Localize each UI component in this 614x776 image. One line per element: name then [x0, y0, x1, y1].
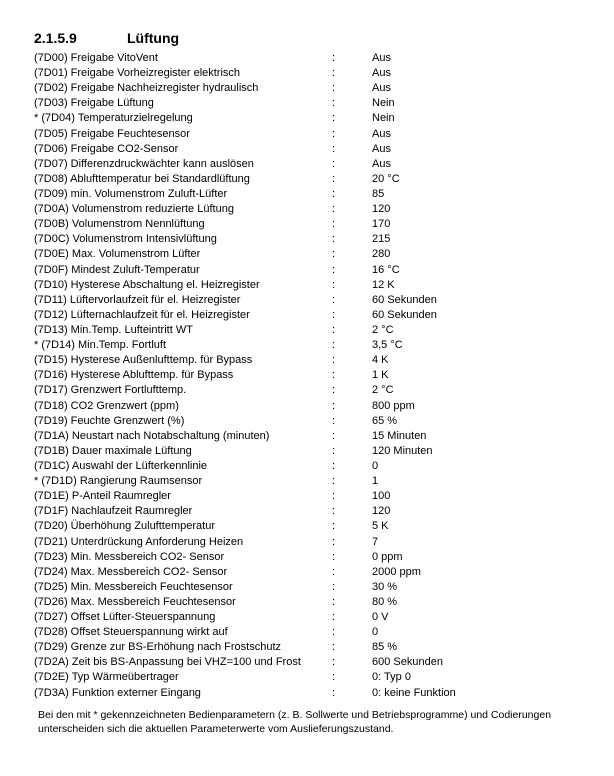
parameter-value: 100 — [372, 490, 391, 503]
parameter-label: (7D03) Freigabe Lüftung — [34, 97, 154, 110]
separator-colon: : — [332, 520, 336, 533]
parameter-value: 3,5 °C — [372, 339, 403, 352]
parameter-label: (7D20) Überhöhung Zulufttemperatur — [34, 520, 215, 533]
parameter-value: 1 — [372, 475, 379, 488]
parameter-value: 2 °C — [372, 384, 394, 397]
parameter-value: 280 — [372, 248, 391, 261]
separator-colon: : — [332, 429, 336, 442]
parameter-value: 65 % — [372, 414, 398, 427]
section-title: Lüftung — [127, 30, 180, 46]
parameter-label: (7D24) Max. Messbereich CO2- Sensor — [34, 565, 228, 578]
parameter-value: 0 ppm — [372, 550, 403, 563]
parameter-label: (7D25) Min. Messbereich Feuchtesensor — [34, 580, 233, 593]
separator-colon: : — [332, 323, 336, 336]
separator-colon: : — [332, 82, 336, 95]
parameter-value: 0 V — [372, 611, 389, 624]
parameter-label: (7D07) Differenzdruckwächter kann auslösen — [34, 157, 254, 170]
separator-colon: : — [332, 203, 336, 216]
separator-colon: : — [332, 444, 336, 457]
parameter-value: 0: Typ 0 — [372, 671, 411, 684]
parameter-label: (7D29) Grenze zur BS-Erhöhung nach Frostschutz — [34, 641, 282, 654]
parameter-label: (7D2A) Zeit bis BS-Anpassung bei VHZ=100 und Frost — [34, 656, 301, 669]
parameter-value: 60 Sekunden — [372, 308, 437, 321]
separator-colon: : — [332, 369, 336, 382]
parameter-value: 60 Sekunden — [372, 293, 437, 306]
parameter-label: (7D15) Hysterese Außenlufttemp. für Bypass — [34, 354, 253, 367]
parameter-value: 85 — [372, 187, 385, 200]
parameter-label: (7D0F) Mindest Zuluft-Temperatur — [34, 263, 200, 276]
parameter-label: (7D0A) Volumenstrom reduzierte Lüftung — [34, 203, 234, 216]
separator-colon: : — [332, 686, 336, 699]
separator-colon: : — [332, 459, 336, 472]
parameter-value: 15 Minuten — [372, 429, 427, 442]
parameter-value: Aus — [372, 67, 391, 80]
separator-colon: : — [332, 127, 336, 140]
separator-colon: : — [332, 97, 336, 110]
parameter-value: Aus — [372, 157, 391, 170]
separator-colon: : — [332, 580, 336, 593]
parameter-value: 7 — [372, 535, 379, 548]
parameter-label: (7D10) Hysterese Abschaltung el. Heizregister — [34, 278, 260, 291]
separator-colon: : — [332, 187, 336, 200]
parameter-label: (7D21) Unterdrückung Anforderung Heizen — [34, 535, 244, 548]
parameter-label: (7D01) Freigabe Vorheizregister elektrisch — [34, 67, 241, 80]
section-number: 2.1.5.9 — [34, 30, 77, 46]
separator-colon: : — [332, 67, 336, 80]
separator-colon: : — [332, 399, 336, 412]
parameter-label: * (7D14) Min.Temp. Fortluft — [34, 339, 167, 352]
separator-colon: : — [332, 248, 336, 261]
parameter-label: (7D27) Offset Lüfter-Steuerspannung — [34, 611, 216, 624]
parameter-value: Aus — [372, 127, 391, 140]
parameter-label: (7D23) Min. Messbereich CO2- Sensor — [34, 550, 225, 563]
parameter-value: Aus — [372, 142, 391, 155]
parameter-label: (7D19) Feuchte Grenzwert (%) — [34, 414, 185, 427]
parameter-value: 1 K — [372, 369, 389, 382]
parameter-value: Nein — [372, 112, 395, 125]
separator-colon: : — [332, 339, 336, 352]
parameter-value: 2000 ppm — [372, 565, 421, 578]
separator-colon: : — [332, 384, 336, 397]
parameter-label: (7D17) Grenzwert Fortlufttemp. — [34, 384, 187, 397]
parameter-label: (7D06) Freigabe CO2-Sensor — [34, 142, 179, 155]
separator-colon: : — [332, 550, 336, 563]
parameter-label: (7D1C) Auswahl der Lüfterkennlinie — [34, 459, 208, 472]
parameter-value: 2 °C — [372, 323, 394, 336]
parameter-value: 215 — [372, 233, 391, 246]
parameter-value: 30 % — [372, 580, 398, 593]
separator-colon: : — [332, 595, 336, 608]
parameter-label: (7D28) Offset Steuerspannung wirkt auf — [34, 626, 228, 639]
separator-colon: : — [332, 112, 336, 125]
parameter-label: (7D1A) Neustart nach Notabschaltung (minuten) — [34, 429, 270, 442]
separator-colon: : — [332, 172, 336, 185]
parameter-value: 0 — [372, 626, 379, 639]
separator-colon: : — [332, 218, 336, 231]
parameter-value: 16 °C — [372, 263, 400, 276]
parameter-value: 600 Sekunden — [372, 656, 443, 669]
parameter-label: (7D2E) Typ Wärmeübertrager — [34, 671, 179, 684]
parameter-label: (7D0E) Max. Volumenstrom Lüfter — [34, 248, 201, 261]
separator-colon: : — [332, 233, 336, 246]
parameter-value: 0: keine Funktion — [372, 686, 456, 699]
parameter-value: 4 K — [372, 354, 389, 367]
parameter-label: (7D13) Min.Temp. Lufteintritt WT — [34, 323, 193, 336]
parameter-label: (7D1B) Dauer maximale Lüftung — [34, 444, 192, 457]
parameter-label: (7D0C) Volumenstrom Intensivlüftung — [34, 233, 217, 246]
parameter-label: (7D12) Lüfternachlaufzeit für el. Heizregister — [34, 308, 250, 321]
separator-colon: : — [332, 293, 336, 306]
footnote: Bei den mit * gekennzeichneten Bedienparametern (z. B. Sollwerte und Betriebsprogramme) und Codierungen unterscheiden sich die aktuellen Parameterwerte vom Auslieferungszustand. — [38, 709, 552, 735]
parameter-value: 5 K — [372, 520, 389, 533]
parameter-value: 120 Minuten — [372, 444, 433, 457]
parameter-value: 80 % — [372, 595, 398, 608]
parameter-label: * (7D04) Temperaturzielregelung — [34, 112, 193, 125]
parameter-value: 120 — [372, 203, 391, 216]
parameter-label: (7D1F) Nachlaufzeit Raumregler — [34, 505, 193, 518]
parameter-label: (7D11) Lüftervorlaufzeit für el. Heizregister — [34, 293, 241, 306]
separator-colon: : — [332, 354, 336, 367]
parameter-value: 20 °C — [372, 172, 400, 185]
parameter-label: (7D1E) P-Anteil Raumregler — [34, 490, 171, 503]
parameter-value: Nein — [372, 97, 395, 110]
parameter-value: Aus — [372, 52, 391, 64]
parameter-label: (7D26) Max. Messbereich Feuchtesensor — [34, 595, 236, 608]
parameter-label: (7D00) Freigabe VitoVent — [34, 52, 158, 64]
separator-colon: : — [332, 535, 336, 548]
separator-colon: : — [332, 475, 336, 488]
parameter-value: Aus — [372, 82, 391, 95]
section-heading — [34, 30, 179, 46]
separator-colon: : — [332, 52, 336, 64]
parameter-value: 120 — [372, 505, 391, 518]
separator-colon: : — [332, 278, 336, 291]
parameter-value: 800 ppm — [372, 399, 415, 412]
parameter-label: (7D3A) Funktion externer Eingang — [34, 686, 201, 699]
separator-colon: : — [332, 490, 336, 503]
parameter-label: (7D18) CO2 Grenzwert (ppm) — [34, 399, 179, 412]
separator-colon: : — [332, 656, 336, 669]
parameter-label: (7D02) Freigabe Nachheizregister hydraulisch — [34, 82, 259, 95]
separator-colon: : — [332, 157, 336, 170]
separator-colon: : — [332, 626, 336, 639]
separator-colon: : — [332, 641, 336, 654]
parameter-value: 0 — [372, 459, 379, 472]
parameter-value: 170 — [372, 218, 391, 231]
separator-colon: : — [332, 308, 336, 321]
separator-colon: : — [332, 142, 336, 155]
parameter-label: * (7D1D) Rangierung Raumsensor — [34, 475, 203, 488]
separator-colon: : — [332, 565, 336, 578]
separator-colon: : — [332, 414, 336, 427]
separator-colon: : — [332, 263, 336, 276]
parameter-label: (7D05) Freigabe Feuchtesensor — [34, 127, 190, 140]
separator-colon: : — [332, 505, 336, 518]
parameter-value: 85 % — [372, 641, 398, 654]
parameter-label: (7D0B) Volumenstrom Nennlüftung — [34, 218, 205, 231]
parameter-label: (7D09) min. Volumenstrom Zuluft-Lüfter — [34, 187, 228, 200]
parameter-label: (7D16) Hysterese Ablufttemp. für Bypass — [34, 369, 234, 382]
parameter-value: 12 K — [372, 278, 395, 291]
separator-colon: : — [332, 671, 336, 684]
parameter-label: (7D08) Ablufttemperatur bei Standardlüftung — [34, 172, 250, 185]
separator-colon: : — [332, 611, 336, 624]
